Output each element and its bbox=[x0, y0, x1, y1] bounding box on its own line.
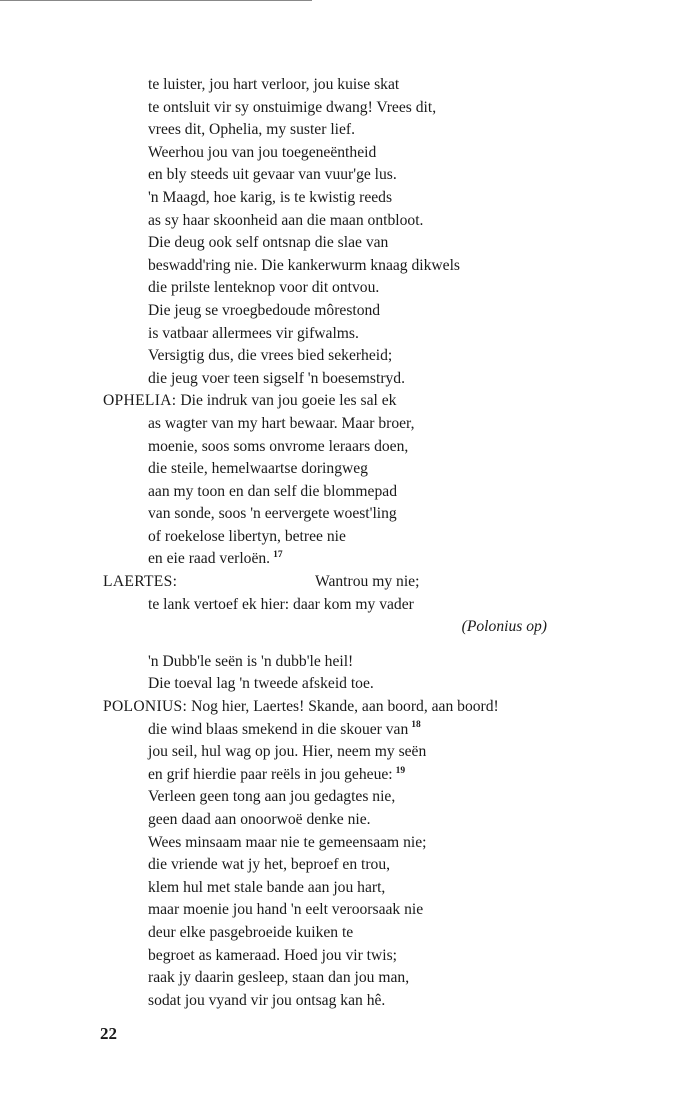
verse-line: as wagter van my hart bewaar. Maar broer, bbox=[148, 414, 415, 432]
speech-polonius-first-line bbox=[0, 696, 677, 719]
verse-line: Wees minsaam maar nie te gemeensaam nie; bbox=[148, 833, 427, 851]
verse-text: en grif hierdie paar reëls in jou geheue: bbox=[148, 765, 393, 783]
footnote-marker: 19 bbox=[395, 765, 406, 776]
verse-line: te luister, jou hart verloor, jou kuise skat bbox=[148, 76, 400, 93]
verse-text: en eie raad verloën. bbox=[148, 550, 271, 568]
verse-line: Weerhou jou van jou toegeneëntheid bbox=[148, 143, 377, 161]
verse-line: Die deug ook self ontsnap die slae van bbox=[148, 234, 389, 252]
verse-line: Verleen geen tong aan jou gedagtes nie, bbox=[148, 788, 396, 806]
verse-line: as sy haar skoonheid aan die maan ontbloot. bbox=[148, 211, 424, 229]
verse-line: Die toeval lag 'n tweede afskeid toe. bbox=[148, 675, 374, 693]
verse-line: deur elke pasgebroeide kuiken te bbox=[148, 923, 354, 941]
speech-laertes-first-line bbox=[0, 571, 677, 594]
verse-line: Nog hier, Laertes! Skande, aan boord, aan boord! bbox=[191, 698, 499, 716]
verse-line-with-footnote bbox=[0, 548, 677, 571]
verse-line: vrees dit, Ophelia, my suster lief. bbox=[148, 121, 355, 139]
verse-line: die vriende wat jy het, beproef en trou, bbox=[148, 856, 391, 874]
verse-line: Die jeug se vroegbedoude môrestond bbox=[148, 301, 381, 319]
top-edge-rule bbox=[0, 0, 312, 1]
verse-line: moenie, soos soms onvrome leraars doen, bbox=[148, 437, 409, 455]
verse-line: raak jy daarin gesleep, staan dan jou man, bbox=[148, 969, 410, 987]
verse-line: en bly steeds uit gevaar van vuur'ge lus. bbox=[148, 166, 397, 184]
verse-line: of roekelose libertyn, betree nie bbox=[148, 527, 346, 545]
speaker-name: POLONIUS: bbox=[103, 698, 188, 716]
speaker-name: OPHELIA: bbox=[103, 392, 177, 410]
verse-line: aan my toon en dan self die blommepad bbox=[148, 482, 397, 500]
verse-line-with-footnote bbox=[0, 719, 677, 742]
verse-line: begroet as kameraad. Hoed jou vir twis; bbox=[148, 946, 397, 964]
verse-line: is vatbaar allermees vir gifwalms. bbox=[148, 324, 359, 342]
split-verse-line: Wantrou my nie; bbox=[315, 573, 420, 591]
verse-line: beswadd'ring nie. Die kankerwurm knaag dikwels bbox=[148, 256, 460, 274]
verse-line: sodat jou vyand vir jou ontsag kan hê. bbox=[148, 991, 386, 1009]
verse-line: Die indruk van jou goeie les sal ek bbox=[180, 392, 397, 410]
verse-line: geen daad aan onoorwoë denke nie. bbox=[148, 811, 371, 828]
verse-line: die prilste lenteknop voor dit ontvou. bbox=[148, 279, 380, 297]
verse-line: maar moenie jou hand 'n eelt veroorsaak nie bbox=[148, 901, 424, 919]
verse-line: 'n Maagd, hoe karig, is te kwistig reeds bbox=[148, 188, 393, 206]
verse-line-with-footnote bbox=[0, 764, 677, 787]
page-number: 22 bbox=[100, 1024, 117, 1043]
spacer bbox=[0, 639, 677, 651]
verse-line: Versigtig dus, die vrees bied sekerheid; bbox=[148, 347, 393, 365]
verse-line: 'n Dubb'le seën is 'n dubb'le heil! bbox=[148, 652, 354, 670]
verse-line: te lank vertoef ek hier: daar kom my vader bbox=[148, 595, 414, 613]
stage-direction: (Polonius op) bbox=[461, 618, 547, 636]
verse-line: die jeug voer teen sigself 'n boesemstryd. bbox=[148, 369, 406, 387]
verse-line: klem hul met stale bande aan jou hart, bbox=[148, 878, 386, 896]
verse-line: van sonde, soos 'n eervergete woest'ling bbox=[148, 505, 397, 523]
verse-text: die wind blaas smekend in die skouer van bbox=[148, 720, 409, 738]
verse-line: jou seil, hul wag op jou. Hier, neem my seën bbox=[148, 743, 427, 761]
verse-line: te ontsluit vir sy onstuimige dwang! Vrees dit, bbox=[148, 98, 437, 116]
verse-line: die steile, hemelwaartse doringweg bbox=[148, 460, 368, 478]
speaker-name: LAERTES: bbox=[103, 573, 178, 591]
play-text bbox=[0, 74, 677, 1012]
footnote-marker: 17 bbox=[273, 550, 283, 561]
footnote-marker: 18 bbox=[411, 720, 421, 731]
speech-ophelia-first-line bbox=[0, 390, 677, 413]
